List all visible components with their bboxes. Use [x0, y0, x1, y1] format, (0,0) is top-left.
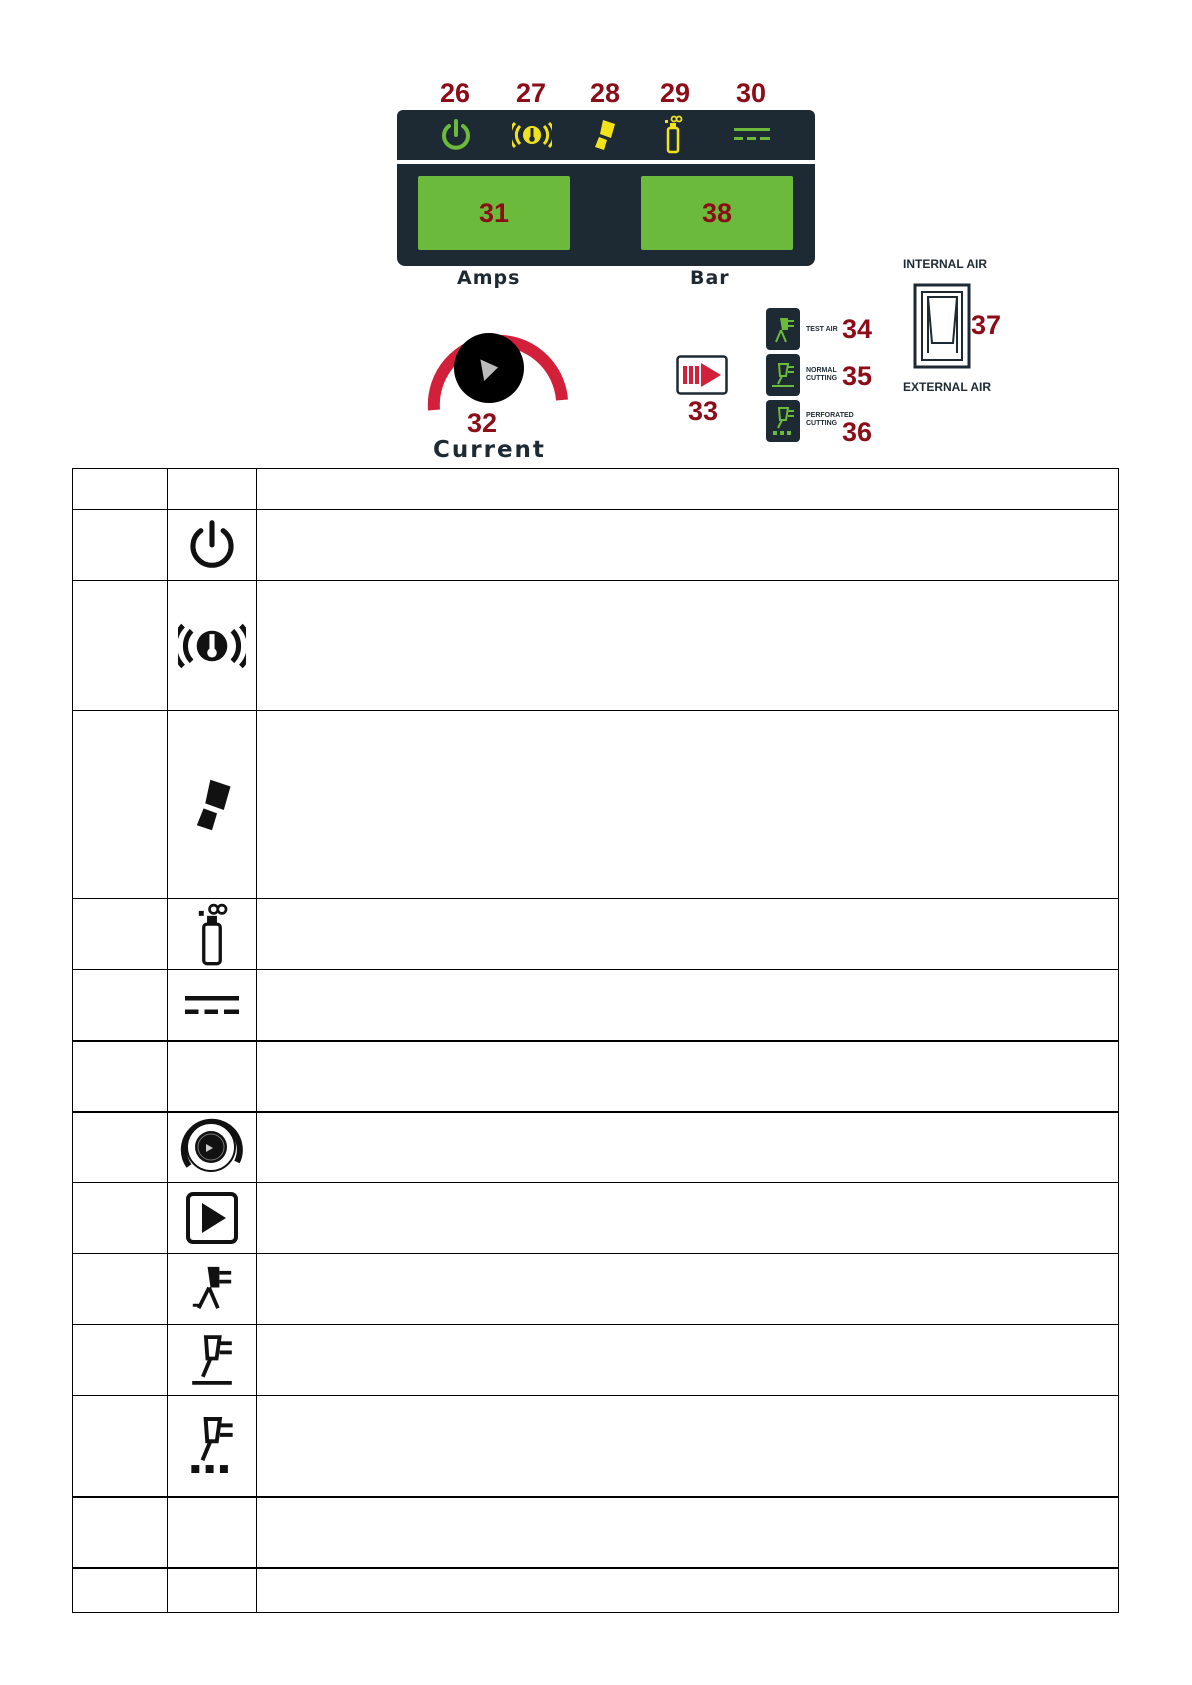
test-air-indicator	[766, 308, 800, 350]
normal-cutting-icon	[185, 1328, 239, 1392]
indicator-strip	[397, 110, 815, 160]
table-row	[73, 1112, 1119, 1183]
table-cell	[168, 469, 257, 510]
perforated-cutting-icon	[185, 1412, 239, 1480]
table-cell	[257, 1497, 1119, 1568]
table-cell	[168, 1183, 257, 1254]
table-cell	[168, 1325, 257, 1396]
normal-cutting-indicator	[766, 354, 800, 396]
current-label: Current	[433, 437, 546, 463]
table-cell	[257, 1396, 1119, 1497]
direct-current-icon	[733, 124, 771, 144]
table-cell	[168, 970, 257, 1041]
table-cell	[168, 1497, 257, 1568]
test-air-icon	[185, 1258, 239, 1320]
callout-29: 29	[660, 78, 691, 108]
table-cell	[168, 581, 257, 711]
table-header-row	[73, 469, 1119, 510]
direct-current-icon	[180, 990, 244, 1020]
mode-select-button[interactable]	[676, 355, 728, 395]
normal-cutting-label: NORMAL CUTTING	[806, 367, 838, 382]
table-row	[73, 510, 1119, 581]
torch-icon	[591, 116, 617, 154]
description-table	[72, 468, 1119, 1613]
table-cell	[168, 510, 257, 581]
table-row	[73, 581, 1119, 711]
table-cell	[168, 1396, 257, 1497]
amps-display	[418, 176, 570, 250]
table-row	[73, 1254, 1119, 1325]
table-cell	[73, 1325, 168, 1396]
callout-31: 31	[478, 197, 510, 228]
table-cell	[257, 1041, 1119, 1112]
table-cell	[73, 970, 168, 1041]
callout-32: 32	[467, 408, 498, 438]
amps-label: Amps	[457, 267, 521, 289]
table-row	[73, 970, 1119, 1041]
table-cell	[73, 1396, 168, 1497]
table-cell	[73, 469, 168, 510]
table-cell	[73, 1497, 168, 1568]
table-cell	[73, 1183, 168, 1254]
torch-icon	[190, 773, 234, 837]
callout-36: 36	[842, 417, 873, 447]
table-cell	[257, 1254, 1119, 1325]
table-cell	[257, 1325, 1119, 1396]
table-cell	[257, 899, 1119, 970]
table-cell	[257, 1112, 1119, 1183]
normal-cutting-icon	[766, 354, 800, 396]
table-cell	[257, 510, 1119, 581]
table-cell	[73, 1568, 168, 1613]
table-cell	[168, 1254, 257, 1325]
perforated-cutting-indicator	[766, 400, 800, 442]
table-row	[73, 1041, 1119, 1112]
table-cell	[73, 510, 168, 581]
table-row	[73, 1325, 1119, 1396]
play-button-icon	[185, 1191, 239, 1245]
external-air-label: EXTERNAL AIR	[903, 380, 992, 394]
table-row	[73, 1396, 1119, 1497]
callout-30: 30	[736, 78, 767, 108]
perforated-cutting-icon	[766, 400, 800, 442]
callout-34: 34	[842, 314, 873, 344]
bar-display	[641, 176, 793, 250]
callout-28: 28	[590, 78, 621, 108]
callout-38: 38	[701, 197, 733, 228]
table-row	[73, 1497, 1119, 1568]
table-cell	[257, 970, 1119, 1041]
table-row	[73, 1183, 1119, 1254]
table-row	[73, 1568, 1119, 1613]
table-cell	[168, 1568, 257, 1613]
table-cell	[168, 711, 257, 899]
gas-cylinder-icon	[662, 114, 684, 154]
table-cell	[257, 1568, 1119, 1613]
callout-37: 37	[971, 310, 1002, 340]
table-cell	[257, 711, 1119, 899]
table-row	[73, 899, 1119, 970]
table-cell	[168, 1112, 257, 1183]
thermal-warning-icon	[178, 617, 246, 675]
table-cell	[168, 1041, 257, 1112]
table-cell	[257, 581, 1119, 711]
table-cell	[257, 1183, 1119, 1254]
display-panel	[397, 164, 815, 266]
callout-27: 27	[516, 78, 547, 108]
table-cell	[73, 581, 168, 711]
power-icon	[439, 118, 473, 152]
perforated-cutting-label: PERFORATED CUTTING	[806, 412, 854, 427]
table-row	[73, 711, 1119, 899]
callout-35: 35	[842, 361, 873, 391]
internal-air-label: INTERNAL AIR	[903, 257, 987, 271]
test-air-icon	[766, 308, 800, 350]
table-cell	[73, 711, 168, 899]
table-cell	[168, 899, 257, 970]
power-icon	[185, 518, 239, 572]
callout-33: 33	[688, 396, 719, 426]
callout-26: 26	[440, 78, 471, 108]
air-source-switch[interactable]	[913, 283, 971, 369]
table-cell	[73, 1254, 168, 1325]
table-cell	[73, 1041, 168, 1112]
table-cell	[73, 899, 168, 970]
gas-cylinder-icon	[193, 901, 231, 967]
table-cell	[257, 469, 1119, 510]
current-knob-icon	[179, 1114, 245, 1180]
bar-label: Bar	[690, 267, 730, 289]
thermal-warning-icon	[512, 118, 552, 152]
table-cell	[73, 1112, 168, 1183]
test-air-label: TEST AIR	[806, 326, 838, 333]
